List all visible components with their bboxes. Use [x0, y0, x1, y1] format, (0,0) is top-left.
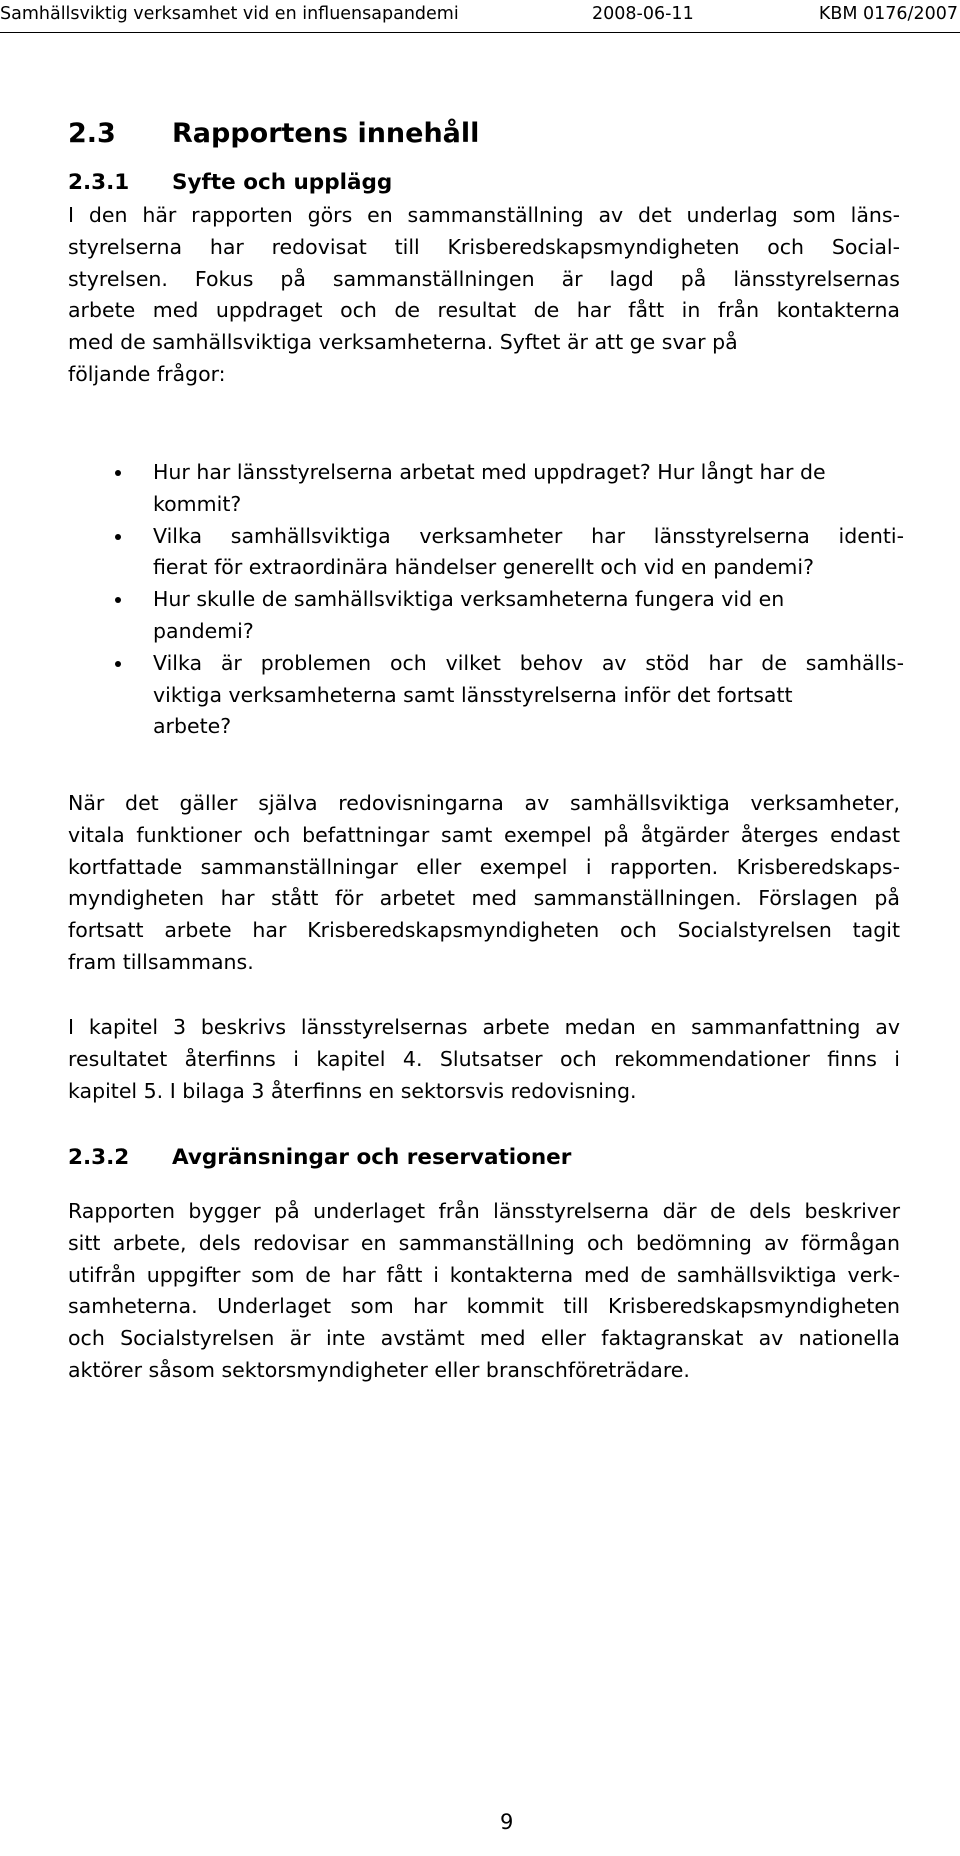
header-reference: KBM 0176/2007	[818, 4, 958, 24]
text-line: styrelsen. Fokus på sammanställningen är lagd på länsstyrelsernas	[68, 266, 900, 291]
text-line: med de samhällsviktiga verksamheterna. Syftet är att ge svar på	[68, 330, 738, 355]
text-line: fram tillsammans.	[68, 949, 254, 974]
text-line: följande frågor:	[68, 361, 226, 386]
subsection-title: Syfte och upplägg	[172, 170, 393, 195]
text-line: Rapporten bygger på underlaget från länsstyrelserna där de dels beskriver	[68, 1199, 900, 1223]
subsection-heading-syfte	[68, 169, 392, 197]
subsection-title: Avgränsningar och reservationer	[172, 1145, 572, 1170]
subsection-number: 2.3.1	[68, 170, 130, 195]
text-line: När det gäller själva redovisningarna av samhällsviktiga verksamheter,	[68, 791, 900, 815]
text-line: arbete?	[153, 714, 232, 739]
text-line: kommit?	[153, 491, 242, 516]
question-list	[68, 457, 904, 743]
text-line: Hur har länsstyrelserna arbetat med uppdraget? Hur långt har de	[153, 460, 826, 484]
subsection-heading-avgransningar	[68, 1144, 571, 1172]
text-line: Vilka är problemen och vilket behov av stöd har de samhälls-	[153, 650, 904, 675]
section-number: 2.3	[68, 118, 116, 149]
list-item	[68, 457, 904, 521]
header-date: 2008-06-11	[592, 4, 694, 24]
text-line: resultatet återfinns i kapitel 4. Slutsatser och rekommendationer finns i	[68, 1046, 900, 1071]
text-line: kapitel 5. I bilaga 3 återfinns en sektorsvis redovisning.	[68, 1078, 637, 1103]
subsection-number: 2.3.2	[68, 1145, 130, 1170]
text-line: sitt arbete, dels redovisar en sammanställning och bedömning av förmågan	[68, 1230, 900, 1255]
page-number: 9	[500, 1810, 514, 1834]
section-title: Rapportens innehåll	[172, 118, 480, 149]
text-line: fierat för extraordinära händelser generellt och vid en pandemi?	[153, 555, 814, 580]
bullet-icon	[115, 470, 121, 476]
text-line: kortfattade sammanställningar eller exempel i rapporten. Krisberedskaps-	[68, 854, 900, 879]
chapter-overview-paragraph	[68, 1012, 900, 1107]
list-item	[68, 648, 904, 743]
text-line: och Socialstyrelsen är inte avstämt med eller faktagranskat av nationella	[68, 1326, 900, 1351]
list-item	[68, 584, 904, 648]
text-line: vitala funktioner och befattningar samt exempel på åtgärder återges endast	[68, 822, 900, 847]
text-line: viktiga verksamheterna samt länsstyrelserna inför det fortsatt	[153, 682, 793, 707]
text-line: styrelserna har redovisat till Krisberedskapsmyndigheten och Social-	[68, 234, 900, 259]
text-line: I den här rapporten görs en sammanställning av det underlag som läns-	[68, 203, 900, 227]
reporting-paragraph	[68, 788, 900, 979]
text-line: pandemi?	[153, 618, 254, 643]
list-item	[68, 521, 904, 585]
header-document-title: Samhällsviktig verksamhet vid en influensapandemi	[0, 4, 459, 24]
text-line: Vilka samhällsviktiga verksamheter har länsstyrelserna identi-	[153, 523, 904, 548]
text-line: Hur skulle de samhällsviktiga verksamheterna fungera vid en	[153, 587, 785, 612]
text-line: aktörer såsom sektorsmyndigheter eller branschföreträdare.	[68, 1357, 690, 1382]
text-line: I kapitel 3 beskrivs länsstyrelsernas arbete medan en sammanfattning av	[68, 1015, 900, 1039]
text-line: myndigheten har stått för arbetet med sammanställningen. Förslagen på	[68, 886, 900, 911]
intro-paragraph	[68, 200, 900, 391]
limitations-paragraph	[68, 1196, 900, 1387]
running-header	[0, 2, 960, 33]
section-heading	[68, 117, 479, 151]
bullet-icon	[115, 597, 121, 603]
text-line: utifrån uppgifter som de har fått i kontakterna med de samhällsviktiga verk-	[68, 1262, 900, 1287]
bullet-icon	[115, 534, 121, 540]
text-line: samheterna. Underlaget som har kommit till Krisberedskapsmyndigheten	[68, 1294, 900, 1319]
text-line: fortsatt arbete har Krisberedskapsmyndigheten och Socialstyrelsen tagit	[68, 918, 900, 943]
bullet-icon	[115, 661, 121, 667]
text-line: arbete med uppdraget och de resultat de har fått in från kontakterna	[68, 298, 900, 323]
